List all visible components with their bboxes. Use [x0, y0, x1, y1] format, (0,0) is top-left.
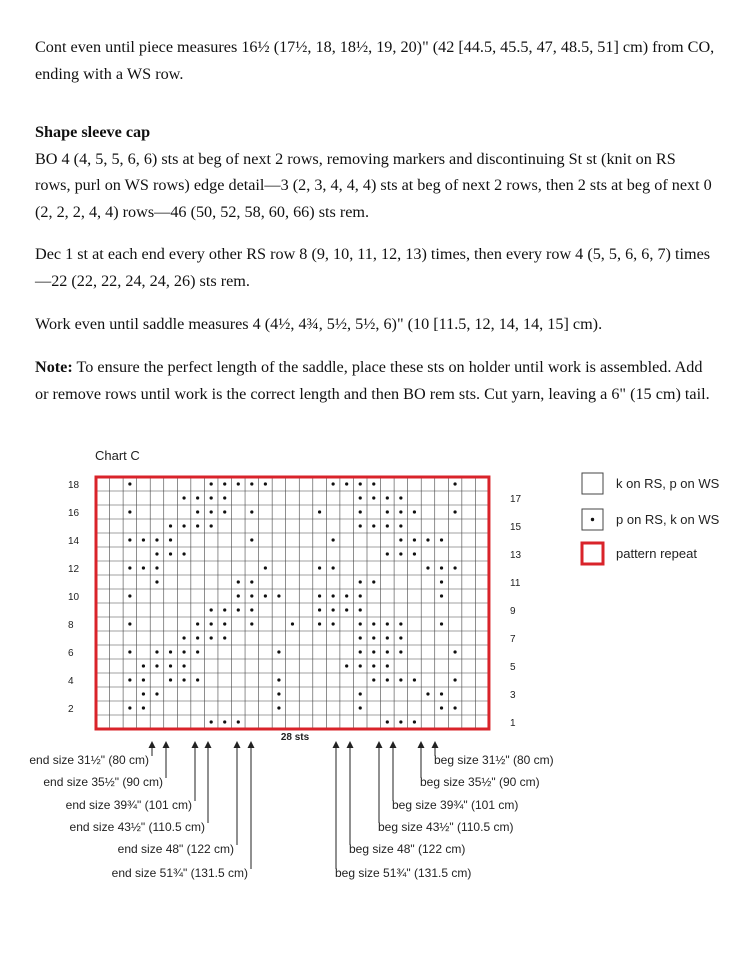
purl-dot — [196, 650, 199, 653]
purl-dot — [413, 720, 416, 723]
beg-size-label: beg size 48" (122 cm) — [349, 842, 466, 856]
beg-size-label: beg size 39¾" (101 cm) — [392, 798, 519, 812]
row-label-odd: 3 — [510, 690, 516, 701]
paragraph-text: Work even until saddle measures 4 (4½, 4¾, 5½, 5½, 6)" (10 [11.5, 12, 14, 14, 15] cm). — [35, 315, 603, 333]
purl-dot — [399, 538, 402, 541]
purl-dot — [196, 496, 199, 499]
purl-dot — [318, 566, 321, 569]
legend-label: pattern repeat — [616, 546, 697, 561]
purl-dot — [223, 510, 226, 513]
purl-dot — [332, 594, 335, 597]
purl-dot — [372, 650, 375, 653]
purl-dot — [332, 608, 335, 611]
end-size-label: end size 39¾" (101 cm) — [65, 798, 192, 812]
purl-dot — [386, 720, 389, 723]
purl-dot — [250, 622, 253, 625]
purl-dot — [399, 636, 402, 639]
purl-dot — [142, 692, 145, 695]
purl-dot — [453, 650, 456, 653]
size-arrow-head — [149, 741, 156, 748]
purl-dot — [169, 664, 172, 667]
purl-dot — [250, 538, 253, 541]
purl-dot — [142, 706, 145, 709]
purl-dot — [128, 622, 131, 625]
purl-dot — [359, 664, 362, 667]
legend-repeat-swatch — [582, 543, 603, 564]
purl-dot — [318, 622, 321, 625]
purl-dot — [169, 650, 172, 653]
purl-dot — [250, 482, 253, 485]
row-label-odd: 15 — [510, 522, 522, 533]
purl-dot — [277, 706, 280, 709]
row-label-even: 8 — [68, 620, 74, 631]
purl-dot — [318, 510, 321, 513]
purl-dot — [182, 496, 185, 499]
size-arrow-head — [333, 741, 340, 748]
purl-dot — [399, 720, 402, 723]
purl-dot — [453, 482, 456, 485]
beg-size-label: beg size 35½" (90 cm) — [420, 775, 540, 789]
size-arrow-head — [390, 741, 397, 748]
purl-dot — [155, 664, 158, 667]
purl-dot — [250, 580, 253, 583]
section-heading: Shape sleeve cap — [35, 123, 151, 141]
legend-dot — [591, 518, 594, 521]
purl-dot — [386, 678, 389, 681]
purl-dot — [223, 720, 226, 723]
purl-dot — [399, 650, 402, 653]
row-label-odd: 1 — [510, 718, 516, 729]
purl-dot — [250, 608, 253, 611]
purl-dot — [399, 510, 402, 513]
purl-dot — [210, 482, 213, 485]
legend-label: k on RS, p on WS — [616, 476, 720, 491]
purl-dot — [277, 692, 280, 695]
row-label-even: 18 — [68, 480, 80, 491]
purl-dot — [359, 608, 362, 611]
purl-dot — [210, 510, 213, 513]
purl-dot — [277, 678, 280, 681]
purl-dot — [413, 510, 416, 513]
row-labels — [68, 480, 522, 729]
purl-dot — [237, 482, 240, 485]
purl-dot — [210, 622, 213, 625]
purl-dot — [128, 482, 131, 485]
end-size-label: end size 51¾" (131.5 cm) — [111, 866, 248, 880]
purl-dot — [453, 566, 456, 569]
purl-dot — [142, 664, 145, 667]
purl-dot — [359, 706, 362, 709]
row-label-odd: 13 — [510, 550, 522, 561]
stitch-count-label: 28 sts — [280, 732, 310, 743]
purl-dot — [182, 650, 185, 653]
knitting-chart — [0, 465, 750, 965]
paragraph-text: Dec 1 st at each end every other RS row 8 (9, 10, 11, 12, 13) times, then every row 4 (5, 5, 6, 6, 7) times—22 (22, 22, 24, 24, 26) sts rem. — [35, 245, 711, 290]
purl-dot — [223, 622, 226, 625]
purl-dot — [372, 524, 375, 527]
purl-dot — [359, 580, 362, 583]
purl-dot — [345, 594, 348, 597]
purl-dot — [196, 636, 199, 639]
purl-dot — [155, 538, 158, 541]
purl-dot — [332, 538, 335, 541]
purl-dot — [386, 622, 389, 625]
purl-dot — [142, 538, 145, 541]
paragraph-decrease — [35, 241, 715, 294]
purl-dot — [399, 622, 402, 625]
purl-dot — [223, 636, 226, 639]
purl-dot — [440, 538, 443, 541]
purl-dot — [277, 650, 280, 653]
purl-dot — [426, 566, 429, 569]
purl-dot — [440, 692, 443, 695]
purl-dot — [440, 622, 443, 625]
purl-dot — [196, 622, 199, 625]
purl-dot — [223, 482, 226, 485]
purl-dot — [196, 524, 199, 527]
chart-grid — [96, 477, 489, 729]
row-label-even: 14 — [68, 536, 80, 547]
purl-dot — [372, 664, 375, 667]
purl-dot — [332, 622, 335, 625]
note-paragraph — [35, 354, 715, 407]
purl-dot — [372, 580, 375, 583]
row-label-odd: 7 — [510, 634, 516, 645]
end-size-label: end size 43½" (110.5 cm) — [69, 820, 205, 834]
purl-dot — [359, 622, 362, 625]
purl-dot — [359, 510, 362, 513]
purl-dot — [345, 664, 348, 667]
purl-dot — [372, 622, 375, 625]
purl-dot — [155, 580, 158, 583]
purl-dot — [318, 608, 321, 611]
purl-dot — [453, 678, 456, 681]
paragraph-bind-off: BO 4 (4, 5, 5, 6, 6) sts at beg of next 2 rows, removing markers and discontinuing St st (knit on RS rows, purl on WS rows) edge detail—3 (2, 3, 4, 4, 4) sts at beg of next 2 rows, then 2 sts at beg of next 0 (2, 2, 2, 4, 4) rows—46 (50, 52, 58, 60, 66) sts rem. — [35, 149, 712, 221]
row-label-odd: 9 — [510, 606, 516, 617]
row-label-even: 6 — [68, 648, 74, 659]
purl-dot — [359, 496, 362, 499]
size-arrow-head — [347, 741, 354, 748]
purl-dot — [210, 524, 213, 527]
purl-dot — [237, 720, 240, 723]
purl-dot — [426, 692, 429, 695]
purl-dot — [182, 552, 185, 555]
purl-dot — [372, 482, 375, 485]
row-label-odd: 11 — [510, 578, 521, 589]
purl-dot — [237, 594, 240, 597]
size-arrow-head — [418, 741, 425, 748]
purl-dot — [386, 650, 389, 653]
purl-dot — [182, 664, 185, 667]
purl-dot — [426, 538, 429, 541]
beg-size-label: beg size 43½" (110.5 cm) — [378, 820, 514, 834]
purl-dot — [359, 594, 362, 597]
note-text: To ensure the perfect length of the saddle, place these sts on holder until work is assembled. Add or remove rows until work is the correct length and then BO rem sts. Cut yarn, leaving a 6" (15 cm) tail. — [35, 358, 710, 403]
row-label-odd: 17 — [510, 494, 522, 505]
size-arrow-head — [248, 741, 255, 748]
purl-dot — [210, 608, 213, 611]
purl-dot — [196, 510, 199, 513]
purl-dot — [182, 524, 185, 527]
paragraph-work-even — [35, 311, 715, 338]
size-arrow-head — [192, 741, 199, 748]
purl-dot — [372, 678, 375, 681]
size-arrow-head — [432, 741, 439, 748]
purl-dot — [223, 608, 226, 611]
purl-dot — [453, 706, 456, 709]
purl-dot — [210, 636, 213, 639]
purl-dot — [372, 496, 375, 499]
purl-dot — [277, 594, 280, 597]
purl-dot — [386, 496, 389, 499]
size-arrow-head — [163, 741, 170, 748]
size-arrows — [29, 741, 553, 880]
note-label: Note: — [35, 358, 73, 376]
purl-dot — [399, 678, 402, 681]
purl-dot — [332, 566, 335, 569]
purl-dot — [345, 482, 348, 485]
purl-dot — [399, 496, 402, 499]
purl-dot — [128, 706, 131, 709]
end-size-label: end size 31½" (80 cm) — [29, 753, 149, 767]
purl-dot — [128, 538, 131, 541]
purl-dot — [413, 678, 416, 681]
purl-dot — [359, 524, 362, 527]
purl-dot — [413, 538, 416, 541]
purl-dot — [264, 594, 267, 597]
purl-dot — [372, 636, 375, 639]
purl-dot — [250, 594, 253, 597]
row-label-odd: 5 — [510, 662, 516, 673]
purl-dot — [440, 706, 443, 709]
purl-dot — [128, 510, 131, 513]
purl-dot — [264, 482, 267, 485]
purl-dot — [210, 496, 213, 499]
purl-dot — [155, 566, 158, 569]
row-label-even: 10 — [68, 592, 80, 603]
row-label-even: 16 — [68, 508, 80, 519]
purl-dot — [386, 552, 389, 555]
paragraph-text: Cont even until piece measures 16½ (17½, 18, 18½, 19, 20)" (42 [44.5, 45.5, 47, 48.5, 51] cm) from CO, ending with a WS row. — [35, 38, 715, 83]
purl-dot — [386, 524, 389, 527]
purl-dot — [291, 622, 294, 625]
purl-dot — [359, 482, 362, 485]
purl-dot — [128, 678, 131, 681]
size-arrow-head — [376, 741, 383, 748]
row-label-even: 4 — [68, 676, 74, 687]
beg-size-label: beg size 51¾" (131.5 cm) — [335, 866, 472, 880]
purl-dot — [345, 608, 348, 611]
section-shape-sleeve-cap — [35, 119, 715, 225]
purl-dot — [386, 636, 389, 639]
purl-dot — [453, 510, 456, 513]
purl-dot — [359, 636, 362, 639]
purl-dot — [250, 510, 253, 513]
purl-dot — [169, 552, 172, 555]
purl-dot — [413, 552, 416, 555]
size-arrow-head — [234, 741, 241, 748]
row-label-even: 2 — [68, 704, 74, 715]
purl-dot — [399, 552, 402, 555]
purl-dot — [169, 678, 172, 681]
purl-dot — [386, 510, 389, 513]
size-arrow-head — [205, 741, 212, 748]
purl-dot — [210, 720, 213, 723]
purl-dot — [142, 678, 145, 681]
purl-dot — [128, 594, 131, 597]
purl-dot — [332, 482, 335, 485]
legend-stitch-swatch — [582, 473, 603, 494]
purl-dot — [440, 566, 443, 569]
paragraph-continue — [35, 34, 715, 87]
purl-dot — [318, 594, 321, 597]
chart-title: Chart C — [95, 448, 140, 463]
end-size-label: end size 35½" (90 cm) — [43, 775, 163, 789]
purl-dot — [237, 580, 240, 583]
purl-dot — [182, 636, 185, 639]
purl-dot — [359, 650, 362, 653]
purl-dot — [155, 552, 158, 555]
purl-dot — [440, 594, 443, 597]
chart-legend — [582, 473, 720, 564]
purl-dot — [223, 496, 226, 499]
legend-label: p on RS, k on WS — [616, 512, 720, 527]
end-size-label: end size 48" (122 cm) — [117, 842, 234, 856]
purl-dot — [128, 650, 131, 653]
beg-size-label: beg size 31½" (80 cm) — [434, 753, 554, 767]
purl-dot — [169, 524, 172, 527]
purl-dot — [386, 664, 389, 667]
purl-dot — [196, 678, 199, 681]
purl-dot — [359, 692, 362, 695]
purl-dot — [155, 650, 158, 653]
purl-dot — [237, 608, 240, 611]
purl-dot — [440, 580, 443, 583]
purl-dot — [169, 538, 172, 541]
purl-dot — [264, 566, 267, 569]
purl-dot — [142, 566, 145, 569]
purl-dot — [155, 692, 158, 695]
purl-dot — [128, 566, 131, 569]
row-label-even: 12 — [68, 564, 80, 575]
purl-dot — [399, 524, 402, 527]
purl-dot — [182, 678, 185, 681]
